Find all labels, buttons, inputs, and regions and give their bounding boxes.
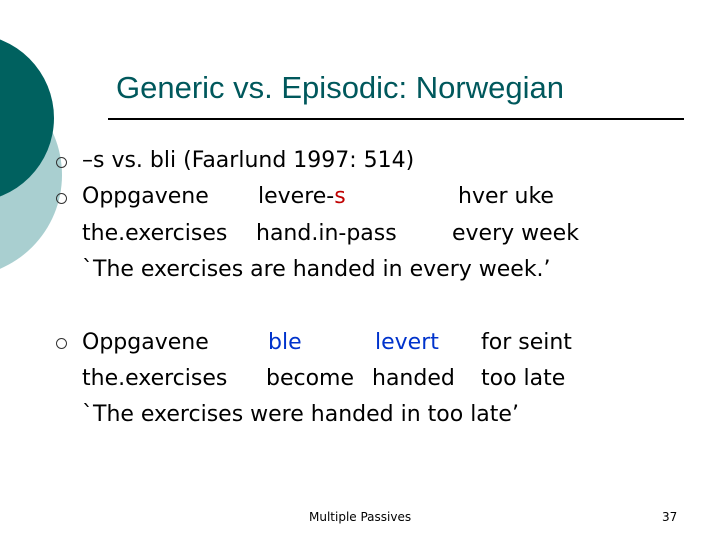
translation-line: `The exercises are handed in every week.’ <box>82 257 551 282</box>
title-underline <box>108 118 684 120</box>
gloss-word: the.exercises <box>82 221 228 246</box>
gloss-word <box>258 184 346 210</box>
bullet-marker <box>56 157 67 168</box>
passive-suffix-s: s <box>334 184 346 209</box>
bullet-1-text: –s vs. bli (Faarlund 1997: 514) <box>82 148 415 173</box>
gloss-word: every week <box>452 221 579 246</box>
footer-title: Multiple Passives <box>309 510 412 524</box>
translation-line: `The exercises were handed in too late’ <box>82 402 519 427</box>
gloss-stem: levere- <box>258 184 335 209</box>
auxiliary-ble: ble <box>268 330 302 355</box>
gloss-word: too late <box>481 366 566 391</box>
gloss-word: Oppgavene <box>82 184 209 209</box>
bullet-marker <box>56 193 67 204</box>
gloss-word: the.exercises <box>82 366 228 391</box>
bullet-marker <box>56 338 67 349</box>
participle-levert: levert <box>375 330 439 355</box>
page-number: 37 <box>662 510 678 524</box>
gloss-word: Oppgavene <box>82 330 209 355</box>
gloss-word: hand.in-pass <box>256 221 397 246</box>
slide-title: Generic vs. Episodic: Norwegian <box>116 70 564 105</box>
gloss-word: hver uke <box>458 184 554 209</box>
gloss-word: become <box>266 366 355 391</box>
gloss-word: for seint <box>481 330 572 355</box>
gloss-word: handed <box>372 366 455 391</box>
